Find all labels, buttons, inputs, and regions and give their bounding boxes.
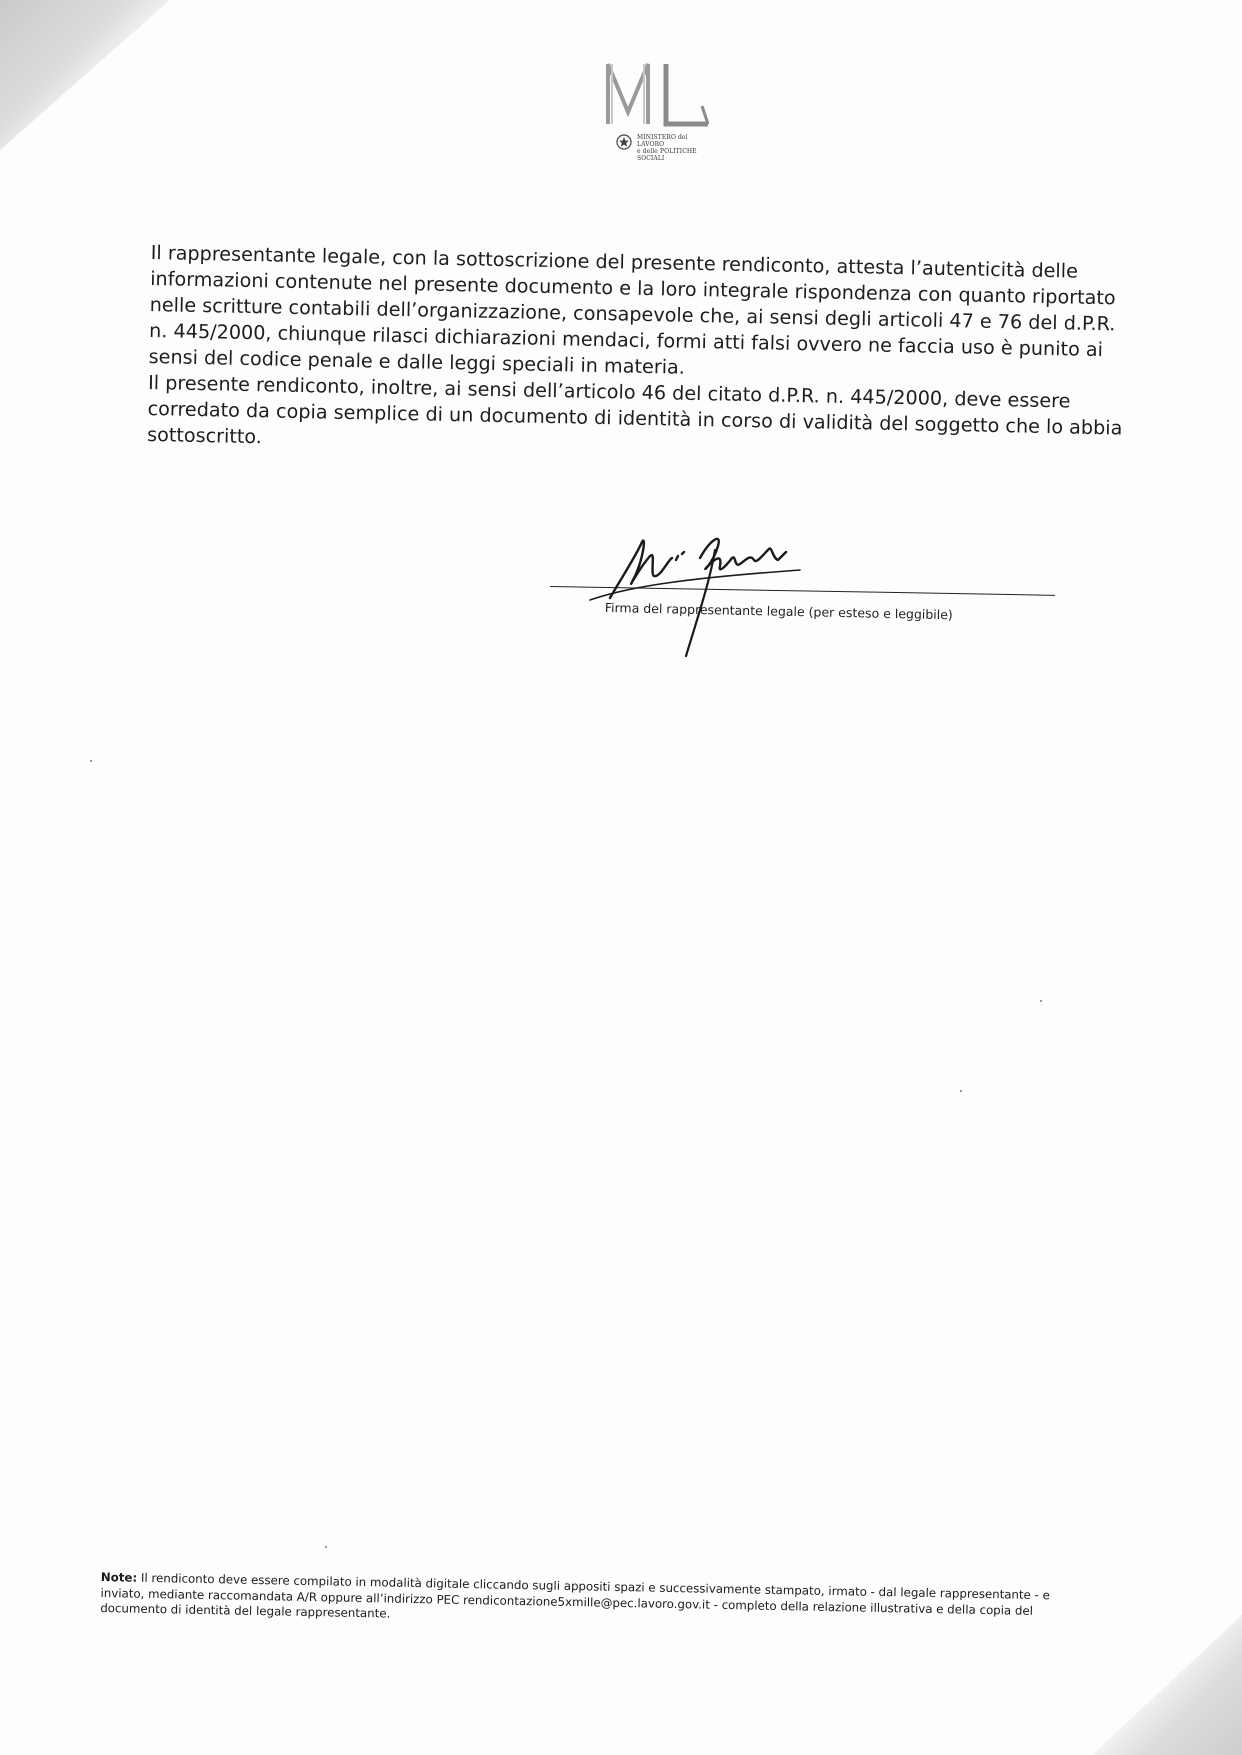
scan-speck [1040,1000,1042,1002]
footer-note [100,1570,1086,1635]
declaration-paragraph-1: Il rappresentante legale, con la sottoscrizione del presente rendiconto, attesta l’autenticità delle informazioni contenute nel presente documento e la loro integrale rispondenza con quanto riportato nelle scritture contabili dell’organizzazione, consapevole che, ai sensi degli articoli 47 e 76 del d.P.R. n. 445/2000, chiunque rilasci dichiarazioni mendaci, formi atti falsi ovvero ne faccia uso è punito ai sensi del codice penale e dalle leggi speciali in materia. [148,240,1116,379]
signature-caption: Firma del rappresentante legale (per esteso e leggibile) [604,600,953,623]
republic-emblem-icon [616,134,632,150]
ministry-name-line-2: e delle POLITICHE SOCIALI [637,148,697,162]
note-label: Note: [100,1570,138,1585]
ml-monogram-icon [604,58,714,130]
ministry-name-line-1: MINISTERO del LAVORO [637,134,688,148]
scan-speck [90,760,92,762]
scan-speck [325,1546,327,1548]
scan-shadow-top-left [0,0,170,150]
note-text: Il rendiconto deve essere compilato in modalità digitale cliccando sugli appositi spazi e successivamente stampato, irmato - dal legale rappresentante - e inviato, mediante raccomandata A/R oppure all’indirizzo PEC rendicontazione5xmille@pec.lavoro.gov.it - completo della relazione illustrativa e della copia del documento di identità del legale rappresentante. [100,1570,1051,1621]
declaration-paragraph-2: Il presente rendiconto, inoltre, ai sensi dell’articolo 46 del citato d.P.R. n. 445/2000, deve essere corredato da copia semplice di un documento di identità in corso di validità del soggetto che lo abbia sottoscritto. [146,370,1123,449]
ministry-name [637,134,716,162]
scan-speck [960,1090,962,1092]
scan-shadow-bottom-right [1092,1615,1242,1755]
signature-block [550,530,1060,670]
declaration-text [147,240,1134,468]
ministry-logo [604,58,724,162]
ministry-caption [616,134,716,162]
